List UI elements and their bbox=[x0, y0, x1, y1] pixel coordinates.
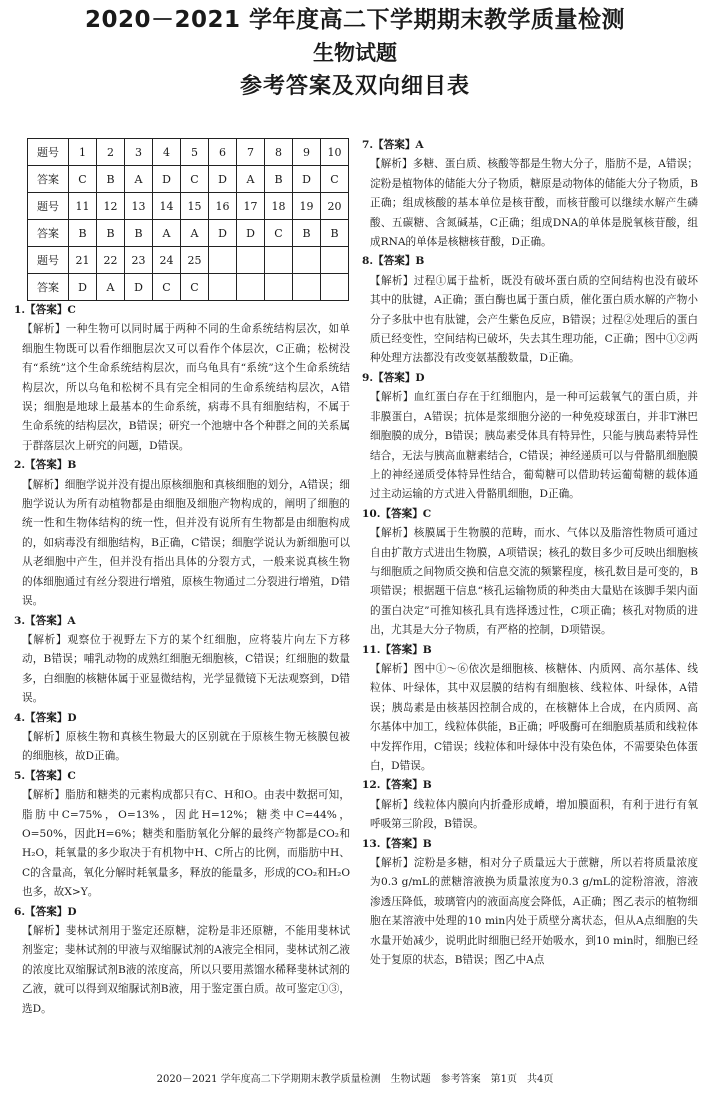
table-row bbox=[28, 193, 349, 220]
answer-item bbox=[362, 776, 698, 834]
table-cell: 24 bbox=[153, 247, 181, 274]
table-row-label: 答案 bbox=[28, 274, 69, 301]
table-cell bbox=[209, 247, 237, 274]
table-row bbox=[28, 166, 349, 193]
table-row-label: 答案 bbox=[28, 220, 69, 247]
table-row bbox=[28, 247, 349, 274]
table-cell: 22 bbox=[97, 247, 125, 274]
table-cell: 2 bbox=[97, 139, 125, 166]
table-cell bbox=[209, 274, 237, 301]
table-cell: 9 bbox=[293, 139, 321, 166]
table-cell: 14 bbox=[153, 193, 181, 220]
table-cell: C bbox=[181, 166, 209, 193]
table-cell: 20 bbox=[321, 193, 349, 220]
table-cell bbox=[293, 274, 321, 301]
table-cell: D bbox=[125, 274, 153, 301]
answer-item bbox=[362, 252, 698, 368]
answer-line: 2.【答案】B bbox=[14, 459, 77, 472]
table-cell: A bbox=[153, 220, 181, 247]
explanation-text: 【解析】多糖、蛋白质、核酸等都是生物大分子，脂肪不是，A错误；淀粉是植物体的储能大分子物质，糖原是动物体的储能大分子物质，B正确；组成核酸的基本单位是核苷酸，而核苷酸可以继续水解产生磷酸、五碳糖、含氮碱基，C正确；组成DNA的单体是脱氧核苷酸，组成RNA的单体是核糖核苷酸，D正确。 bbox=[370, 158, 698, 249]
table-cell: B bbox=[97, 166, 125, 193]
answer-line: 8.【答案】B bbox=[362, 255, 425, 268]
page-subtitle: 参考答案及双向细目表 bbox=[239, 74, 470, 99]
table-cell: D bbox=[153, 166, 181, 193]
page-header bbox=[0, 4, 710, 104]
table-cell: 3 bbox=[125, 139, 153, 166]
explanation-text: 【解析】细胞学说并没有提出原核细胞和真核细胞的划分，A错误；细胞学说认为所有动植物都是由细胞及细胞产物构成的，阐明了细胞的统一性和生物体结构的统一性，但并没有说所有生物都是由细胞构成的，如病毒没有细胞结构，B正确，C错误；细胞学说认为新细胞可以从老细胞中产生，但并没有指出具体的分裂方式，一般来说真核生物的体细胞通过有丝分裂进行增殖，原核生物通过二分裂进行增殖，D错误。 bbox=[22, 478, 350, 608]
answer-line: 6.【答案】D bbox=[14, 905, 77, 918]
answer-line: 10.【答案】C bbox=[362, 507, 432, 520]
table-row bbox=[28, 220, 349, 247]
explanation-text: 【解析】核膜属于生物膜的范畴，而水、气体以及脂溶性物质可通过自由扩散方式进出生物膜，A项错误；核孔的数目多少可反映出细胞核与细胞质之间物质交换和信息交流的频繁程度，核孔数目是可变的，B项错误；根据题干信息“核孔运输物质的种类由大量贴在该脚手架内面的蛋白决定”可推知核孔具有选择透过性，C项正确；核孔对物质的进出，尤其是大分子物质，有严格的控制，D项错误。 bbox=[370, 527, 698, 637]
table-cell: D bbox=[69, 274, 97, 301]
table-cell: 15 bbox=[181, 193, 209, 220]
table-cell bbox=[265, 247, 293, 274]
explanation-text: 【解析】观察位于视野左下方的某个红细胞，应将装片向左下方移动，B错误；哺乳动物的成熟红细胞无细胞核，C错误；红细胞的数量多，白细胞的核糖体属于亚显微结构，光学显微镜下无法观察到，D错误。 bbox=[22, 633, 350, 705]
answer-item bbox=[14, 301, 350, 456]
table-row-label: 题号 bbox=[28, 247, 69, 274]
table-cell: D bbox=[237, 220, 265, 247]
table-cell: 5 bbox=[181, 139, 209, 166]
table-cell: C bbox=[181, 274, 209, 301]
table-cell: 17 bbox=[237, 193, 265, 220]
table-cell: B bbox=[125, 220, 153, 247]
answer-line: 13.【答案】B bbox=[362, 837, 432, 850]
answer-line: 9.【答案】D bbox=[362, 371, 425, 384]
right-column bbox=[362, 136, 698, 970]
explanation-text: 【解析】淀粉是多糖，相对分子质量远大于蔗糖，所以若将质量浓度为0.3 g/mL的蔗糖溶液换为质量浓度为0.3 g/mL的淀粉溶液，溶液渗透压降低，玻璃管内的液面高度会降低，A正确；图乙表示的植物细胞在某溶液中处理的10 min内处于质壁分离状态，但从A点细胞的失水量开始减少，说明此时细胞已经开始吸水，到10 min时，细胞已经处于复原的状态，B错误；图乙中A点 bbox=[370, 857, 698, 967]
table-cell: 4 bbox=[153, 139, 181, 166]
table-cell bbox=[321, 247, 349, 274]
explanation-text: 【解析】图中①～⑥依次是细胞核、核糖体、内质网、高尔基体、线粒体、叶绿体，其中双层膜的结构有细胞核、线粒体、叶绿体，A错误；胰岛素是由核基因控制合成的，在核糖体上合成，在内质网、高尔基体中加工，线粒体供能，B正确；呼吸酶可在细胞质基质和线粒体中发挥作用，C错误；线粒体和叶绿体中没有染色体，不需要染色体蛋白，D错误。 bbox=[370, 662, 698, 772]
table-cell: D bbox=[209, 166, 237, 193]
table-cell bbox=[237, 274, 265, 301]
answer-item bbox=[14, 456, 350, 611]
table-cell: 8 bbox=[265, 139, 293, 166]
table-cell: 11 bbox=[69, 193, 97, 220]
table-cell: 16 bbox=[209, 193, 237, 220]
table-cell: 21 bbox=[69, 247, 97, 274]
table-cell: B bbox=[321, 220, 349, 247]
explanation-text: 【解析】斐林试剂用于鉴定还原糖，淀粉是非还原糖，不能用斐林试剂鉴定；斐林试剂的甲液与双缩脲试剂的A液完全相同，斐林试剂乙液的浓度比双缩脲试剂B液的浓度高，所以只要用蒸馏水稀释斐林试剂的乙液，就可以得到双缩脲试剂B液，用于鉴定蛋白质。故可鉴定①③，选D。 bbox=[22, 925, 350, 1015]
answer-item bbox=[362, 505, 698, 641]
answer-line: 4.【答案】D bbox=[14, 711, 77, 724]
table-cell: D bbox=[293, 166, 321, 193]
explanation-text: 【解析】一种生物可以同时属于两种不同的生命系统结构层次，如单细胞生物既可以看作细胞层次又可以看作个体层次，C正确；松树没有“系统”这个生命系统结构层次，而乌龟具有“系统”这个生命系统结构层次，所以乌龟和松树不具有完全相同的生命系统结构层次，A错误；细胞是地球上最基本的生命系统，病毒不具有细胞结构，不属于生命系统的结构层次，B错误；研究一个池塘中各个种群之间的关系属于群落层次上研究的问题，D错误。 bbox=[22, 323, 350, 452]
answer-item bbox=[14, 903, 350, 1019]
page-footer: 2020－2021 学年度高二下学期期末教学质量检测 生物试题 参考答案 第1页 共4页 bbox=[156, 1074, 554, 1085]
table-cell: D bbox=[209, 220, 237, 247]
answer-line: 5.【答案】C bbox=[14, 769, 76, 782]
table-cell: 18 bbox=[265, 193, 293, 220]
explanation-text: 【解析】过程①属于盐析，既没有破坏蛋白质的空间结构也没有破坏其中的肽键，A正确；蛋白酶也属于蛋白质，催化蛋白质水解的产物小分子多肽中也有肽键，会产生紫色反应，B错误；过程②处理后的蛋白质已经变性，空间结构已破坏，失去其生理功能，C正确；图中①②两种处理方法都没有改变氨基酸数量，D正确。 bbox=[370, 274, 698, 365]
table-cell: 25 bbox=[181, 247, 209, 274]
table-cell: 1 bbox=[69, 139, 97, 166]
table-cell: 6 bbox=[209, 139, 237, 166]
table-row bbox=[28, 274, 349, 301]
table-row bbox=[28, 139, 349, 166]
page-title: 2020－2021 学年度高二下学期期末教学质量检测 bbox=[84, 7, 626, 33]
subject-title: 生物试题 bbox=[313, 41, 397, 65]
answer-line: 12.【答案】B bbox=[362, 779, 432, 792]
answer-table bbox=[27, 138, 349, 301]
answer-line: 1.【答案】C bbox=[14, 304, 76, 316]
table-cell: B bbox=[293, 220, 321, 247]
table-cell: 12 bbox=[97, 193, 125, 220]
table-cell bbox=[293, 247, 321, 274]
answer-item bbox=[362, 369, 698, 505]
table-cell: 13 bbox=[125, 193, 153, 220]
explanation-text: 【解析】原核生物和真核生物最大的区别就在于原核生物无核膜包被的细胞核，故D正确。 bbox=[22, 730, 350, 763]
table-cell: B bbox=[265, 166, 293, 193]
table-cell: A bbox=[181, 220, 209, 247]
table-cell: 7 bbox=[237, 139, 265, 166]
answer-line: 3.【答案】A bbox=[14, 614, 76, 627]
left-column bbox=[14, 301, 350, 1019]
answer-line: 7.【答案】A bbox=[362, 139, 424, 151]
table-cell: C bbox=[321, 166, 349, 193]
table-cell: C bbox=[69, 166, 97, 193]
answer-item bbox=[14, 709, 350, 767]
answer-item bbox=[14, 767, 350, 903]
table-cell bbox=[237, 247, 265, 274]
table-cell bbox=[321, 274, 349, 301]
explanation-text: 【解析】脂肪和糖类的元素构成都只有C、H和O。由表中数据可知，脂肪中C=75%，O=13%，因此H=12%；糖类中C=44%，O=50%，因此H=6%；糖类和脂肪氧化分解的最终产物都是CO₂和H₂O，耗氧量的多少取决于有机物中H、C所占的比例，而脂肪中H、C的含量高，氧化分解时耗氧量多，释放的能量多，形成的CO₂和H₂O也多，故X>Y。 bbox=[22, 789, 350, 899]
answer-line: 11.【答案】B bbox=[362, 643, 432, 656]
table-cell: C bbox=[153, 274, 181, 301]
table-cell: 23 bbox=[125, 247, 153, 274]
table-cell: C bbox=[265, 220, 293, 247]
answer-item bbox=[362, 835, 698, 971]
table-row-label: 题号 bbox=[28, 139, 69, 166]
answer-item bbox=[362, 136, 698, 252]
table-cell bbox=[265, 274, 293, 301]
table-cell: A bbox=[125, 166, 153, 193]
table-cell: 19 bbox=[293, 193, 321, 220]
answer-item bbox=[14, 612, 350, 709]
table-row-label: 题号 bbox=[28, 193, 69, 220]
explanation-text: 【解析】血红蛋白存在于红细胞内，是一种可运载氧气的蛋白质，并非膜蛋白，A错误；抗体是浆细胞分泌的一种免疫球蛋白，并非T淋巴细胞膜的成分，B错误；胰岛素受体具有特异性，只能与胰岛素特异性结合，无法与胰高血糖素结合，C错误；神经递质可以与骨骼肌细胞膜上的神经递质受体特异性结合，葡萄糖可以借助转运葡萄糖的载体通过主动运输的方式进入骨骼肌细胞，D正确。 bbox=[370, 391, 698, 501]
table-row-label: 答案 bbox=[28, 166, 69, 193]
table-cell: A bbox=[237, 166, 265, 193]
answer-item bbox=[362, 641, 698, 777]
explanation-text: 【解析】线粒体内膜向内折叠形成嵴，增加膜面积，有利于进行有氧呼吸第三阶段，B错误。 bbox=[370, 798, 698, 831]
table-cell: 10 bbox=[321, 139, 349, 166]
table-cell: B bbox=[97, 220, 125, 247]
table-cell: B bbox=[69, 220, 97, 247]
table-cell: A bbox=[97, 274, 125, 301]
